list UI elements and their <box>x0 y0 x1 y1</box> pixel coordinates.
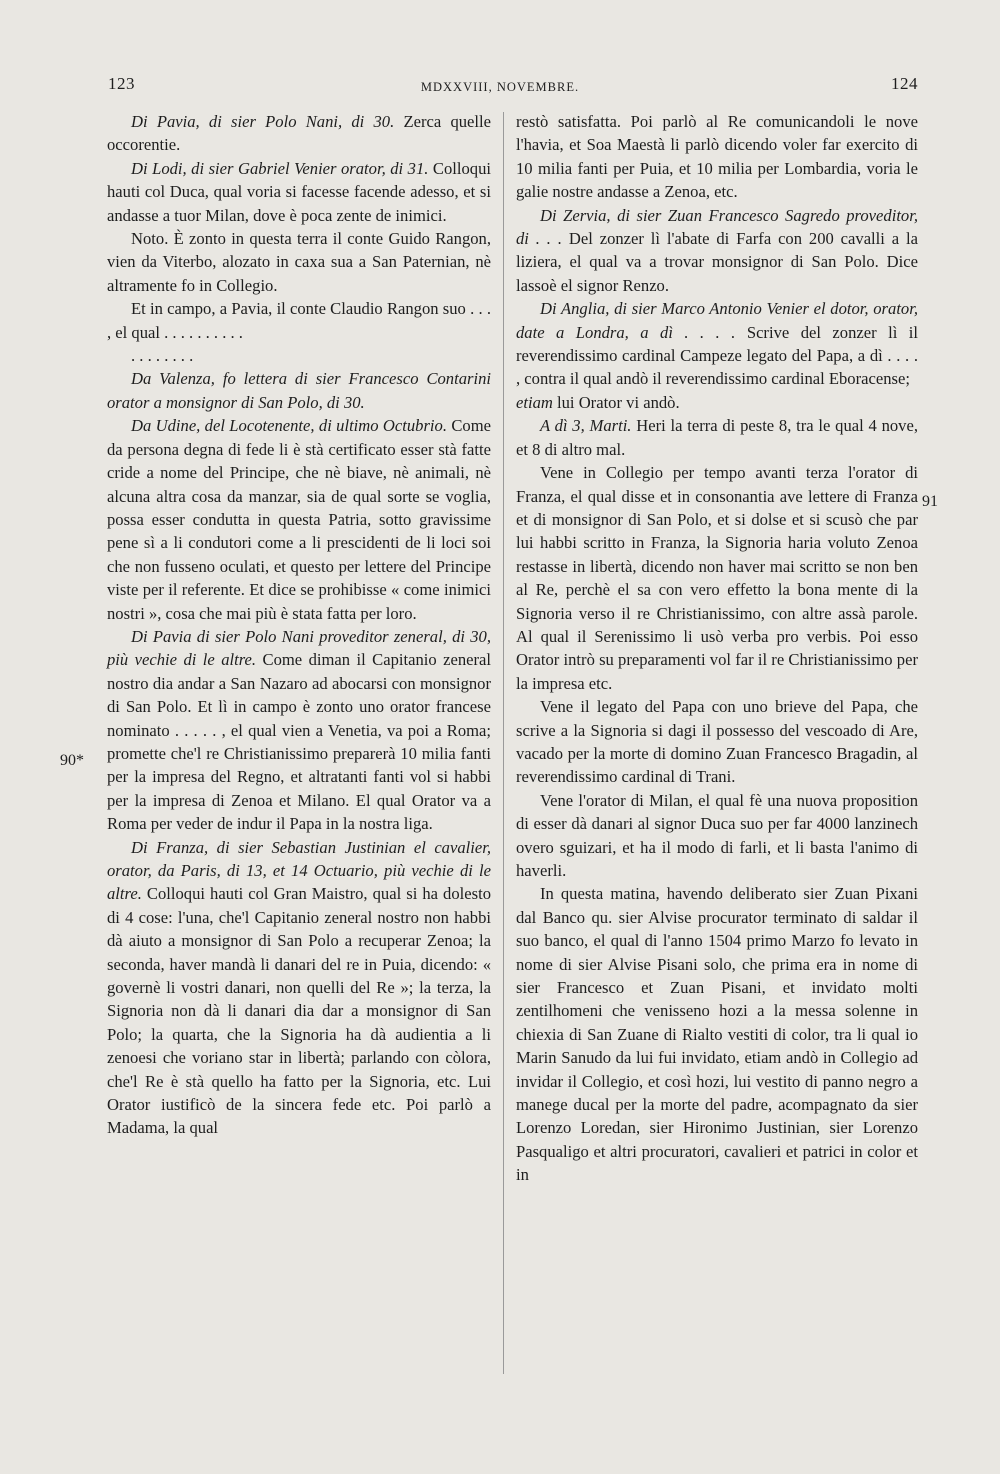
right-column-paragraph <box>516 882 918 1186</box>
right-column-paragraph <box>516 297 918 391</box>
italic-heading: Di Pavia, di sier Polo Nani, di 30. <box>131 112 395 131</box>
paragraph-text: Heri la terra di peste 8, tra le qual 4 nove, et 8 di altro mal. <box>516 416 918 459</box>
paragraph-text: Come diman il Capitanio zeneral nostro dia andar a San Nazaro ad abocarsi con monsignor di San Polo. Et lì in campo è zonto uno orator francese nominato . . . . . , el qual vien a Venetia, va poi a Roma; promette che'l re Christianissimo preparerà 10 milia fanti per la impresa del Regno, et altratanti fanti vol si habbi per la impresa di Zenoa et Milano. El qual Orator va a Roma per veder de indur il Papa in la nostra liga. <box>107 650 491 834</box>
italic-heading: etiam <box>516 392 553 412</box>
italic-heading: Di Anglia, di sier Marco Antonio Venier el dotor, orator, date a Londra, a dì . . . . <box>516 299 918 342</box>
paragraph-text: Et in campo, a Pavia, il conte Claudio Rangon suo . . . , el qual . . . . . . . . . . <box>107 299 491 342</box>
left-column-paragraph <box>107 227 491 297</box>
paragraph-text: Vene in Collegio per tempo avanti terza l'orator di Franza, el qual disse et in consonantia ave lettere di Franza et di monsignor di San Polo, et si dolse et si scusò che par lui habbi scritto in Franza, la Signoria haria voluto Zenoa restasse in libertà, dicendo non haver mai scritto se non ben al Re, perchè el sa con vero effetto la bona mente di la Signoria verso il re Christianissimo, con altre assà parole. Al qual il Serenissimo li usò verba pro verbis. Poi esso Orator intrò su preparamenti vol far il re Christianissimo per la impresa etc. <box>516 463 918 693</box>
right-page-number: 124 <box>891 74 918 93</box>
paragraph-text: . . . . . . . . <box>131 346 194 366</box>
paragraph-text: restò satisfatta. Poi parlò al Re comunicandoli le nove l'havia, et Soa Maestà li parlò dicendo voler far exercito di 10 milia fanti per Puia, et 10 milia per Lombardia, voria le galie nostre andasse a Zenoa, etc. <box>516 112 918 202</box>
italic-heading: Di Pavia di sier Polo Nani proveditor zeneral, di 30, più vechie di le altre. <box>107 626 491 670</box>
right-column-paragraph <box>516 391 918 414</box>
column-divider <box>503 112 504 1374</box>
left-column-paragraph <box>107 157 491 227</box>
italic-heading: A dì 3, Marti. <box>540 416 632 436</box>
running-title: MDXXVIII, NOVEMBRE. <box>420 80 580 94</box>
right-column-paragraph <box>516 110 918 204</box>
paragraph-text: Colloqui hauti col Gran Maistro, qual si ha dolesto di 4 cose: l'una, che'l Capitanio zeneral nostro non habbi dà aiuto a monsignor di San Polo a recuperar Zenoa; la seconda, haver mandà li danari del re in Puia, dicendo: « governè li vostri danari, non quelli del Re »; la terza, la Signoria non dà li danari dia dar a monsignor di San Polo; la quarta, che la Signoria ha dà audientia a li zenoesi che voriano star in libertà; parlando con còlora, che'l Re è stà quello ha fatto per la Signoria, etc. Lui Orator iustificò de la sincera fede etc. Poi parlò a Madama, la qual <box>107 884 491 1138</box>
paragraph-text: Del zonzer lì l'abate di Farfa con 200 cavalli a la liziera, el qual va a trovar monsignor di San Polo. Dice lassoè el signor Renzo. <box>516 229 918 295</box>
paragraph-text: Zerca quelle occorentie. <box>107 112 491 155</box>
left-column-paragraph <box>107 344 491 367</box>
right-column-paragraph <box>516 461 918 695</box>
paragraph-text: Come da persona degna di fede li è stà certificato esser stà fatte cride a nome del Principe, che nè biave, nè animali, nè alcuna altra cosa da manzar, sia de qual sorte se voglia, possa esser condutta in questa Patria, sotto gravissime pene sì a li condutori come a li prescidenti de li loci soi che non fusseno oculati, et questo per lettere del Principe viste per il referente. Et dice se prohibisse « come inimici nostri », cosa che mai più è stata fatta per loro. <box>107 416 491 623</box>
paragraph-text: In questa matina, havendo deliberato sier Zuan Pixani dal Banco qu. sier Alvise procurator terminato di saldar il suo banco, el qual di l'anno 1504 primo Marzo fo levato in nome di sier Alvise Pisani solo, che prima era in nome di sier Francesco et Zuan Pisani, et invidato molti zentilhomeni che venisseno hozi a la messa solenne in chiexia di San Zuane di Rialto vestiti di color, tra li qual io Marin Sanudo da lui fui invidato, etiam andò in Collegio ad invidar il Collegio, et così hozi, lui vestito di panno negro a manege ducal per la morte del padre, acompagnato da sier Lorenzo Loredan, sier Hironimo Justinian, sier Lorenzo Pasqualigo et altri procuratori, cavalieri et patrici in color et in <box>516 884 918 1185</box>
left-page-number: 123 <box>108 74 135 93</box>
paragraph-text: Noto. È zonto in questa terra il conte Guido Rangon, vien da Viterbo, alozato in caxa sua a San Paternian, nè altramente fo in Collegio. <box>107 229 491 295</box>
italic-heading: Di Lodi, di sier Gabriel Venier orator, di 31. <box>131 158 429 178</box>
left-column-paragraph <box>107 836 491 1140</box>
right-column-paragraph <box>516 414 918 461</box>
right-column-paragraph <box>516 695 918 789</box>
paragraph-text: Vene l'orator di Milan, el qual fè una nuova proposition di esser dà danari al signor Duca suo per far 4000 lanzinech overo sguizari, et ha il modo di farli, et li basta l'animo di haverli. <box>516 790 918 880</box>
italic-heading: Da Udine, del Locotenente, di ultimo Octubrio. <box>131 416 447 436</box>
paragraph-text: lui Orator vi andò. <box>552 392 680 412</box>
paragraph-text: Colloqui hauti col Duca, qual voria si facesse facende adesso, et si andasse a tuor Milan, dove è poca zente de inimici. <box>107 158 491 225</box>
margin-folio-left: 90* <box>60 752 84 769</box>
italic-heading: Da Valenza, fo lettera di sier Francesco Contarini orator a monsignor di San Polo, di 30. <box>107 369 491 412</box>
paragraph-text: Scrive del zonzer lì il reverendissimo cardinal Campeze legato del Papa, a dì . . . . , contra il qual andò il reverendissimo cardinal Eboracense; <box>516 322 918 389</box>
left-column-paragraph <box>107 367 491 414</box>
paragraph-text: Vene il legato del Papa con uno brieve del Papa, che scrive a la Signoria si dagi il possesso del vescoado di Are, vacado per la morte di domino Zuan Francesco Bragadin, al reverendissimo cardinal di Trani. <box>516 697 918 787</box>
left-column-paragraph <box>107 297 491 344</box>
left-column <box>107 110 491 1140</box>
left-column-paragraph <box>107 414 491 625</box>
margin-folio-right: 91 <box>922 493 938 510</box>
italic-heading: Di Zervia, di sier Zuan Francesco Sagredo proveditor, di . . . <box>516 205 918 249</box>
left-column-paragraph <box>107 625 491 836</box>
left-column-paragraph <box>107 110 491 157</box>
right-column-paragraph <box>516 204 918 298</box>
italic-heading: Di Franza, di sier Sebastian Justinian el cavalier, orator, da Paris, di 13, et 14 Octuario, più vechie di le altre. <box>107 837 491 904</box>
right-column-paragraph <box>516 789 918 883</box>
right-column <box>516 110 918 1187</box>
